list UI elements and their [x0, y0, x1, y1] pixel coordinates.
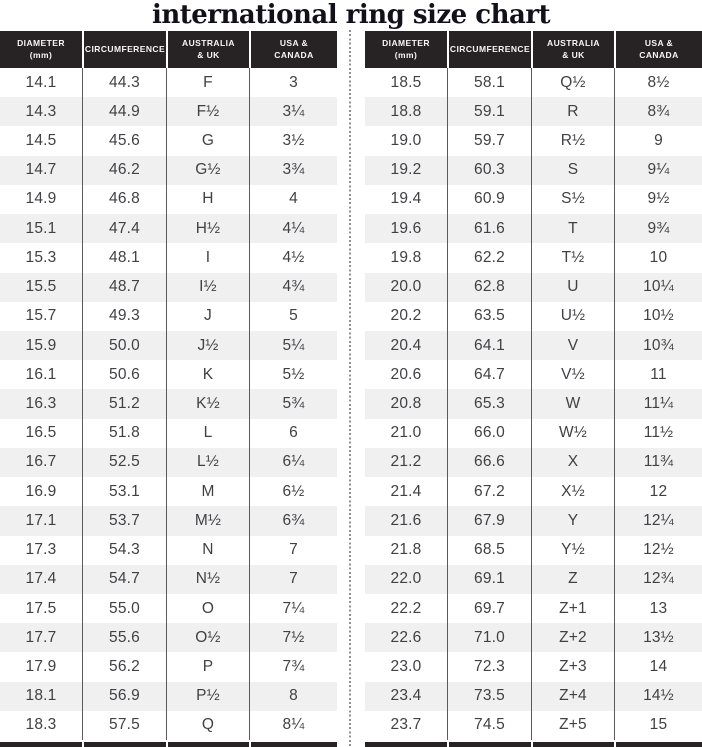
table-row [365, 652, 702, 681]
table-cell: 68.5 [447, 536, 531, 565]
table-cell: 16.5 [25, 424, 57, 442]
table-cell: Y [531, 506, 614, 535]
table-cell: 65.3 [447, 389, 531, 418]
table-cell: M [166, 477, 249, 506]
table-cell: 46.2 [82, 156, 166, 185]
table-row [0, 389, 337, 418]
table-cell: J [166, 302, 249, 331]
table-cell: K [166, 360, 249, 389]
table-cell: G½ [166, 156, 249, 185]
table-row [365, 477, 702, 506]
table-cell: 3¼ [249, 97, 337, 126]
table-cell: O½ [166, 623, 249, 652]
table-cell: 21.4 [390, 482, 422, 500]
table-cell: V½ [531, 360, 614, 389]
table-cell: I [166, 243, 249, 272]
table-cell: O [166, 594, 249, 623]
table-cell: 15.7 [25, 307, 57, 325]
table-cell: 20.4 [390, 336, 422, 354]
table-cell: 21.6 [390, 511, 422, 529]
table-cell: 49.3 [82, 302, 166, 331]
table-cell: R [531, 97, 614, 126]
table-cell: Z+3 [531, 652, 614, 681]
table-cell: 22.2 [390, 599, 422, 617]
table-cell: 4¼ [249, 214, 337, 243]
table-cell: 14.5 [25, 132, 57, 150]
table-cell: 20.8 [390, 395, 422, 413]
table-cell: 8 [249, 682, 337, 711]
table-row [365, 243, 702, 272]
table-row [0, 652, 337, 681]
table-row [365, 331, 702, 360]
table-cell: 17.9 [25, 657, 57, 675]
table-cell: Q [166, 711, 249, 740]
table-cell: L½ [166, 448, 249, 477]
table-cell: 17.5 [25, 599, 57, 617]
table-cell: 45.6 [82, 126, 166, 155]
table-cell: 23.7 [390, 716, 422, 734]
table-row [365, 623, 702, 652]
table-cell: 11¼ [614, 389, 702, 418]
table-cell: U [531, 273, 614, 302]
table-row [0, 126, 337, 155]
table-cell: 8½ [614, 68, 702, 97]
table-row [0, 273, 337, 302]
table-cell: 66.6 [447, 448, 531, 477]
table-cell: 61.6 [447, 214, 531, 243]
table-cell: R½ [531, 126, 614, 155]
table-cell: 3 [249, 68, 337, 97]
header-line: (mm) [29, 49, 53, 60]
table-cell: 69.7 [447, 594, 531, 623]
table-body-left [0, 68, 337, 740]
table-cell: 15.5 [25, 278, 57, 296]
table-row [0, 711, 337, 740]
table-cell: 56.2 [82, 652, 166, 681]
table-cell: N½ [166, 565, 249, 594]
header-usa-canada [614, 31, 702, 68]
table-cell: 6¾ [249, 506, 337, 535]
table-cell: 11½ [614, 419, 702, 448]
header-line: USA & [644, 37, 674, 48]
table-cell: F½ [166, 97, 249, 126]
table-cell: 14.3 [25, 102, 57, 120]
table-cell: 55.6 [82, 623, 166, 652]
table-cell: 15.1 [25, 219, 57, 237]
table-cell: 19.8 [390, 248, 422, 266]
table-row [365, 389, 702, 418]
table-cell: 50.6 [82, 360, 166, 389]
header-line: CANADA [274, 49, 314, 60]
table-cell: 18.3 [25, 716, 57, 734]
table-cell: 5¼ [249, 331, 337, 360]
table-cell: U½ [531, 302, 614, 331]
table-cell: 4½ [249, 243, 337, 272]
table-row [0, 419, 337, 448]
table-cell: 7 [249, 565, 337, 594]
table-cell: Z [531, 565, 614, 594]
table-row [0, 448, 337, 477]
table-row [0, 331, 337, 360]
table-cell: 22.6 [390, 628, 422, 646]
header-line: CIRCUMFERENCE [449, 43, 531, 54]
table-row [0, 565, 337, 594]
table-cell: 3½ [249, 126, 337, 155]
table-row [365, 419, 702, 448]
header-australia-uk [166, 31, 249, 68]
table-cell: 63.5 [447, 302, 531, 331]
table-cell: 64.7 [447, 360, 531, 389]
table-cell: 60.3 [447, 156, 531, 185]
table-body-right [365, 68, 702, 740]
table-cell: Q½ [531, 68, 614, 97]
table-cell: 12½ [614, 536, 702, 565]
bar-segment [614, 742, 702, 747]
table-cell: 4 [249, 185, 337, 214]
table-cell: 7¼ [249, 594, 337, 623]
table-cell: 17.4 [25, 570, 57, 588]
header-line: & UK [562, 49, 585, 60]
table-cell: 74.5 [447, 711, 531, 740]
table-cell: 60.9 [447, 185, 531, 214]
bar-segment [249, 742, 337, 747]
table-row [0, 506, 337, 535]
table-cell: 53.7 [82, 506, 166, 535]
table-cell: 59.7 [447, 126, 531, 155]
bar-segment [365, 742, 447, 747]
table-cell: Y½ [531, 536, 614, 565]
table-cell: 58.1 [447, 68, 531, 97]
table-row [0, 214, 337, 243]
table-cell: 9 [614, 126, 702, 155]
table-cell: 59.1 [447, 97, 531, 126]
table-cell: H [166, 185, 249, 214]
header-line: AUSTRALIA [547, 37, 600, 48]
table-cell: 16.9 [25, 482, 57, 500]
table-cell: 48.1 [82, 243, 166, 272]
table-cell: W [531, 389, 614, 418]
table-cell: 52.5 [82, 448, 166, 477]
table-cell: 23.4 [390, 687, 422, 705]
table-cell: H½ [166, 214, 249, 243]
header-diameter [365, 31, 447, 68]
table-cell: 6¼ [249, 448, 337, 477]
table-row [365, 594, 702, 623]
table-cell: S [531, 156, 614, 185]
table-cell: 23.0 [390, 657, 422, 675]
table-cell: 17.1 [25, 511, 57, 529]
table-cell: 14.7 [25, 161, 57, 179]
table-row [365, 214, 702, 243]
header-australia-uk [531, 31, 614, 68]
ring-size-table-right [365, 31, 702, 740]
table-cell: K½ [166, 389, 249, 418]
table-cell: 54.7 [82, 565, 166, 594]
table-cell: V [531, 331, 614, 360]
table-cell: J½ [166, 331, 249, 360]
table-row [365, 156, 702, 185]
table-cell: 64.1 [447, 331, 531, 360]
table-cell: X [531, 448, 614, 477]
table-row [0, 68, 337, 97]
table-cell: 67.9 [447, 506, 531, 535]
table-cell: 54.3 [82, 536, 166, 565]
table-cell: 7 [249, 536, 337, 565]
table-row [365, 506, 702, 535]
table-cell: 12¾ [614, 565, 702, 594]
table-cell: Z+2 [531, 623, 614, 652]
table-cell: W½ [531, 419, 614, 448]
table-cell: S½ [531, 185, 614, 214]
table-cell: 5½ [249, 360, 337, 389]
table-cell: M½ [166, 506, 249, 535]
table-row [365, 68, 702, 97]
table-cell: 14.1 [25, 73, 57, 91]
table-cell: 7½ [249, 623, 337, 652]
table-row [365, 565, 702, 594]
table-cell: 21.0 [390, 424, 422, 442]
table-row [365, 536, 702, 565]
table-cell: F [166, 68, 249, 97]
table-cell: 15.3 [25, 248, 57, 266]
table-row [0, 97, 337, 126]
table-cell: 5¾ [249, 389, 337, 418]
table-cell: 12 [614, 477, 702, 506]
table-row [365, 360, 702, 389]
table-row [365, 185, 702, 214]
table-cell: 3¾ [249, 156, 337, 185]
table-cell: 17.3 [25, 541, 57, 559]
header-line: CIRCUMFERENCE [84, 43, 166, 54]
table-cell: L [166, 419, 249, 448]
dotted-divider [349, 30, 351, 747]
table-cell: 10½ [614, 302, 702, 331]
table-cell: 18.5 [390, 73, 422, 91]
table-cell: P [166, 652, 249, 681]
table-cell: 46.8 [82, 185, 166, 214]
table-cell: T [531, 214, 614, 243]
table-cell: 4¾ [249, 273, 337, 302]
bar-segment [166, 742, 249, 747]
table-cell: 19.0 [390, 132, 422, 150]
table-cell: 51.2 [82, 389, 166, 418]
header-circumference [447, 31, 531, 68]
header-line: DIAMETER [382, 37, 430, 48]
table-cell: 19.2 [390, 161, 422, 179]
table-cell: 9½ [614, 185, 702, 214]
table-cell: 6 [249, 419, 337, 448]
table-cell: 53.1 [82, 477, 166, 506]
table-cell: 67.2 [447, 477, 531, 506]
table-cell: 73.5 [447, 682, 531, 711]
table-header-right [365, 31, 702, 68]
header-line: & UK [197, 49, 220, 60]
table-row [0, 185, 337, 214]
table-cell: 13 [614, 594, 702, 623]
table-cell: T½ [531, 243, 614, 272]
table-cell: 15 [614, 711, 702, 740]
table-cell: 8¾ [614, 97, 702, 126]
table-cell: 5 [249, 302, 337, 331]
table-cell: 16.7 [25, 453, 57, 471]
header-line: USA & [279, 37, 309, 48]
table-cell: 18.1 [25, 687, 57, 705]
bar-segment [82, 742, 166, 747]
table-cell: Z+4 [531, 682, 614, 711]
table-row [0, 477, 337, 506]
header-line: AUSTRALIA [182, 37, 235, 48]
table-cell: 22.0 [390, 570, 422, 588]
table-cell: 21.8 [390, 541, 422, 559]
table-row [0, 682, 337, 711]
table-row [365, 273, 702, 302]
table-row [0, 243, 337, 272]
table-cell: 10¼ [614, 273, 702, 302]
table-cell: 20.6 [390, 365, 422, 383]
table-cell: 12¼ [614, 506, 702, 535]
table-cell: 14 [614, 652, 702, 681]
table-cell: 6½ [249, 477, 337, 506]
header-line: (mm) [394, 49, 418, 60]
table-cell: 44.9 [82, 97, 166, 126]
table-row [0, 594, 337, 623]
header-circumference [82, 31, 166, 68]
table-cell: 57.5 [82, 711, 166, 740]
table-row [365, 126, 702, 155]
table-row [0, 360, 337, 389]
table-row [0, 156, 337, 185]
table-cell: 19.6 [390, 219, 422, 237]
table-cell: 8¼ [249, 711, 337, 740]
table-cell: 16.1 [25, 365, 57, 383]
table-cell: 47.4 [82, 214, 166, 243]
table-cell: 56.9 [82, 682, 166, 711]
table-cell: 72.3 [447, 652, 531, 681]
table-cell: P½ [166, 682, 249, 711]
bar-segment [531, 742, 614, 747]
bar-segment [447, 742, 531, 747]
table-cell: N [166, 536, 249, 565]
table-cell: 66.0 [447, 419, 531, 448]
table-row [0, 302, 337, 331]
table-cell: 62.8 [447, 273, 531, 302]
table-row [365, 97, 702, 126]
table-cell: 17.7 [25, 628, 57, 646]
table-cell: 14.9 [25, 190, 57, 208]
table-cell: 62.2 [447, 243, 531, 272]
table-cell: 9¼ [614, 156, 702, 185]
table-cell: 50.0 [82, 331, 166, 360]
header-line: CANADA [639, 49, 679, 60]
table-cell: 44.3 [82, 68, 166, 97]
table-cell: 48.7 [82, 273, 166, 302]
table-cell: 51.8 [82, 419, 166, 448]
table-cell: 10¾ [614, 331, 702, 360]
table-cell: 20.0 [390, 278, 422, 296]
table-row [0, 623, 337, 652]
table-cell: 14½ [614, 682, 702, 711]
table-cell: 7¾ [249, 652, 337, 681]
table-cell: I½ [166, 273, 249, 302]
page-title: international ring size chart [151, 0, 551, 30]
table-cell: Z+5 [531, 711, 614, 740]
table-header-left [0, 31, 337, 68]
table-cell: 15.9 [25, 336, 57, 354]
table-row [365, 711, 702, 740]
table-row [365, 448, 702, 477]
table-cell: 69.1 [447, 565, 531, 594]
bar-segment [0, 742, 82, 747]
header-diameter [0, 31, 82, 68]
table-cell: 16.3 [25, 395, 57, 413]
table-row [365, 302, 702, 331]
table-row [365, 682, 702, 711]
table-row [0, 536, 337, 565]
header-line: DIAMETER [17, 37, 65, 48]
table-cell: 19.4 [390, 190, 422, 208]
table-cell: 18.8 [390, 102, 422, 120]
table-cell: 10 [614, 243, 702, 272]
table-cell: 13½ [614, 623, 702, 652]
header-usa-canada [249, 31, 337, 68]
table-cell: Z+1 [531, 594, 614, 623]
table-cell: 9¾ [614, 214, 702, 243]
table-cell: 11 [614, 360, 702, 389]
bottom-cutoff-bar-left [0, 742, 337, 747]
table-cell: X½ [531, 477, 614, 506]
table-cell: 55.0 [82, 594, 166, 623]
table-cell: 21.2 [390, 453, 422, 471]
table-cell: 11¾ [614, 448, 702, 477]
ring-size-table-left [0, 31, 337, 740]
table-cell: G [166, 126, 249, 155]
table-cell: 71.0 [447, 623, 531, 652]
bottom-cutoff-bar-right [365, 742, 702, 747]
table-cell: 20.2 [390, 307, 422, 325]
